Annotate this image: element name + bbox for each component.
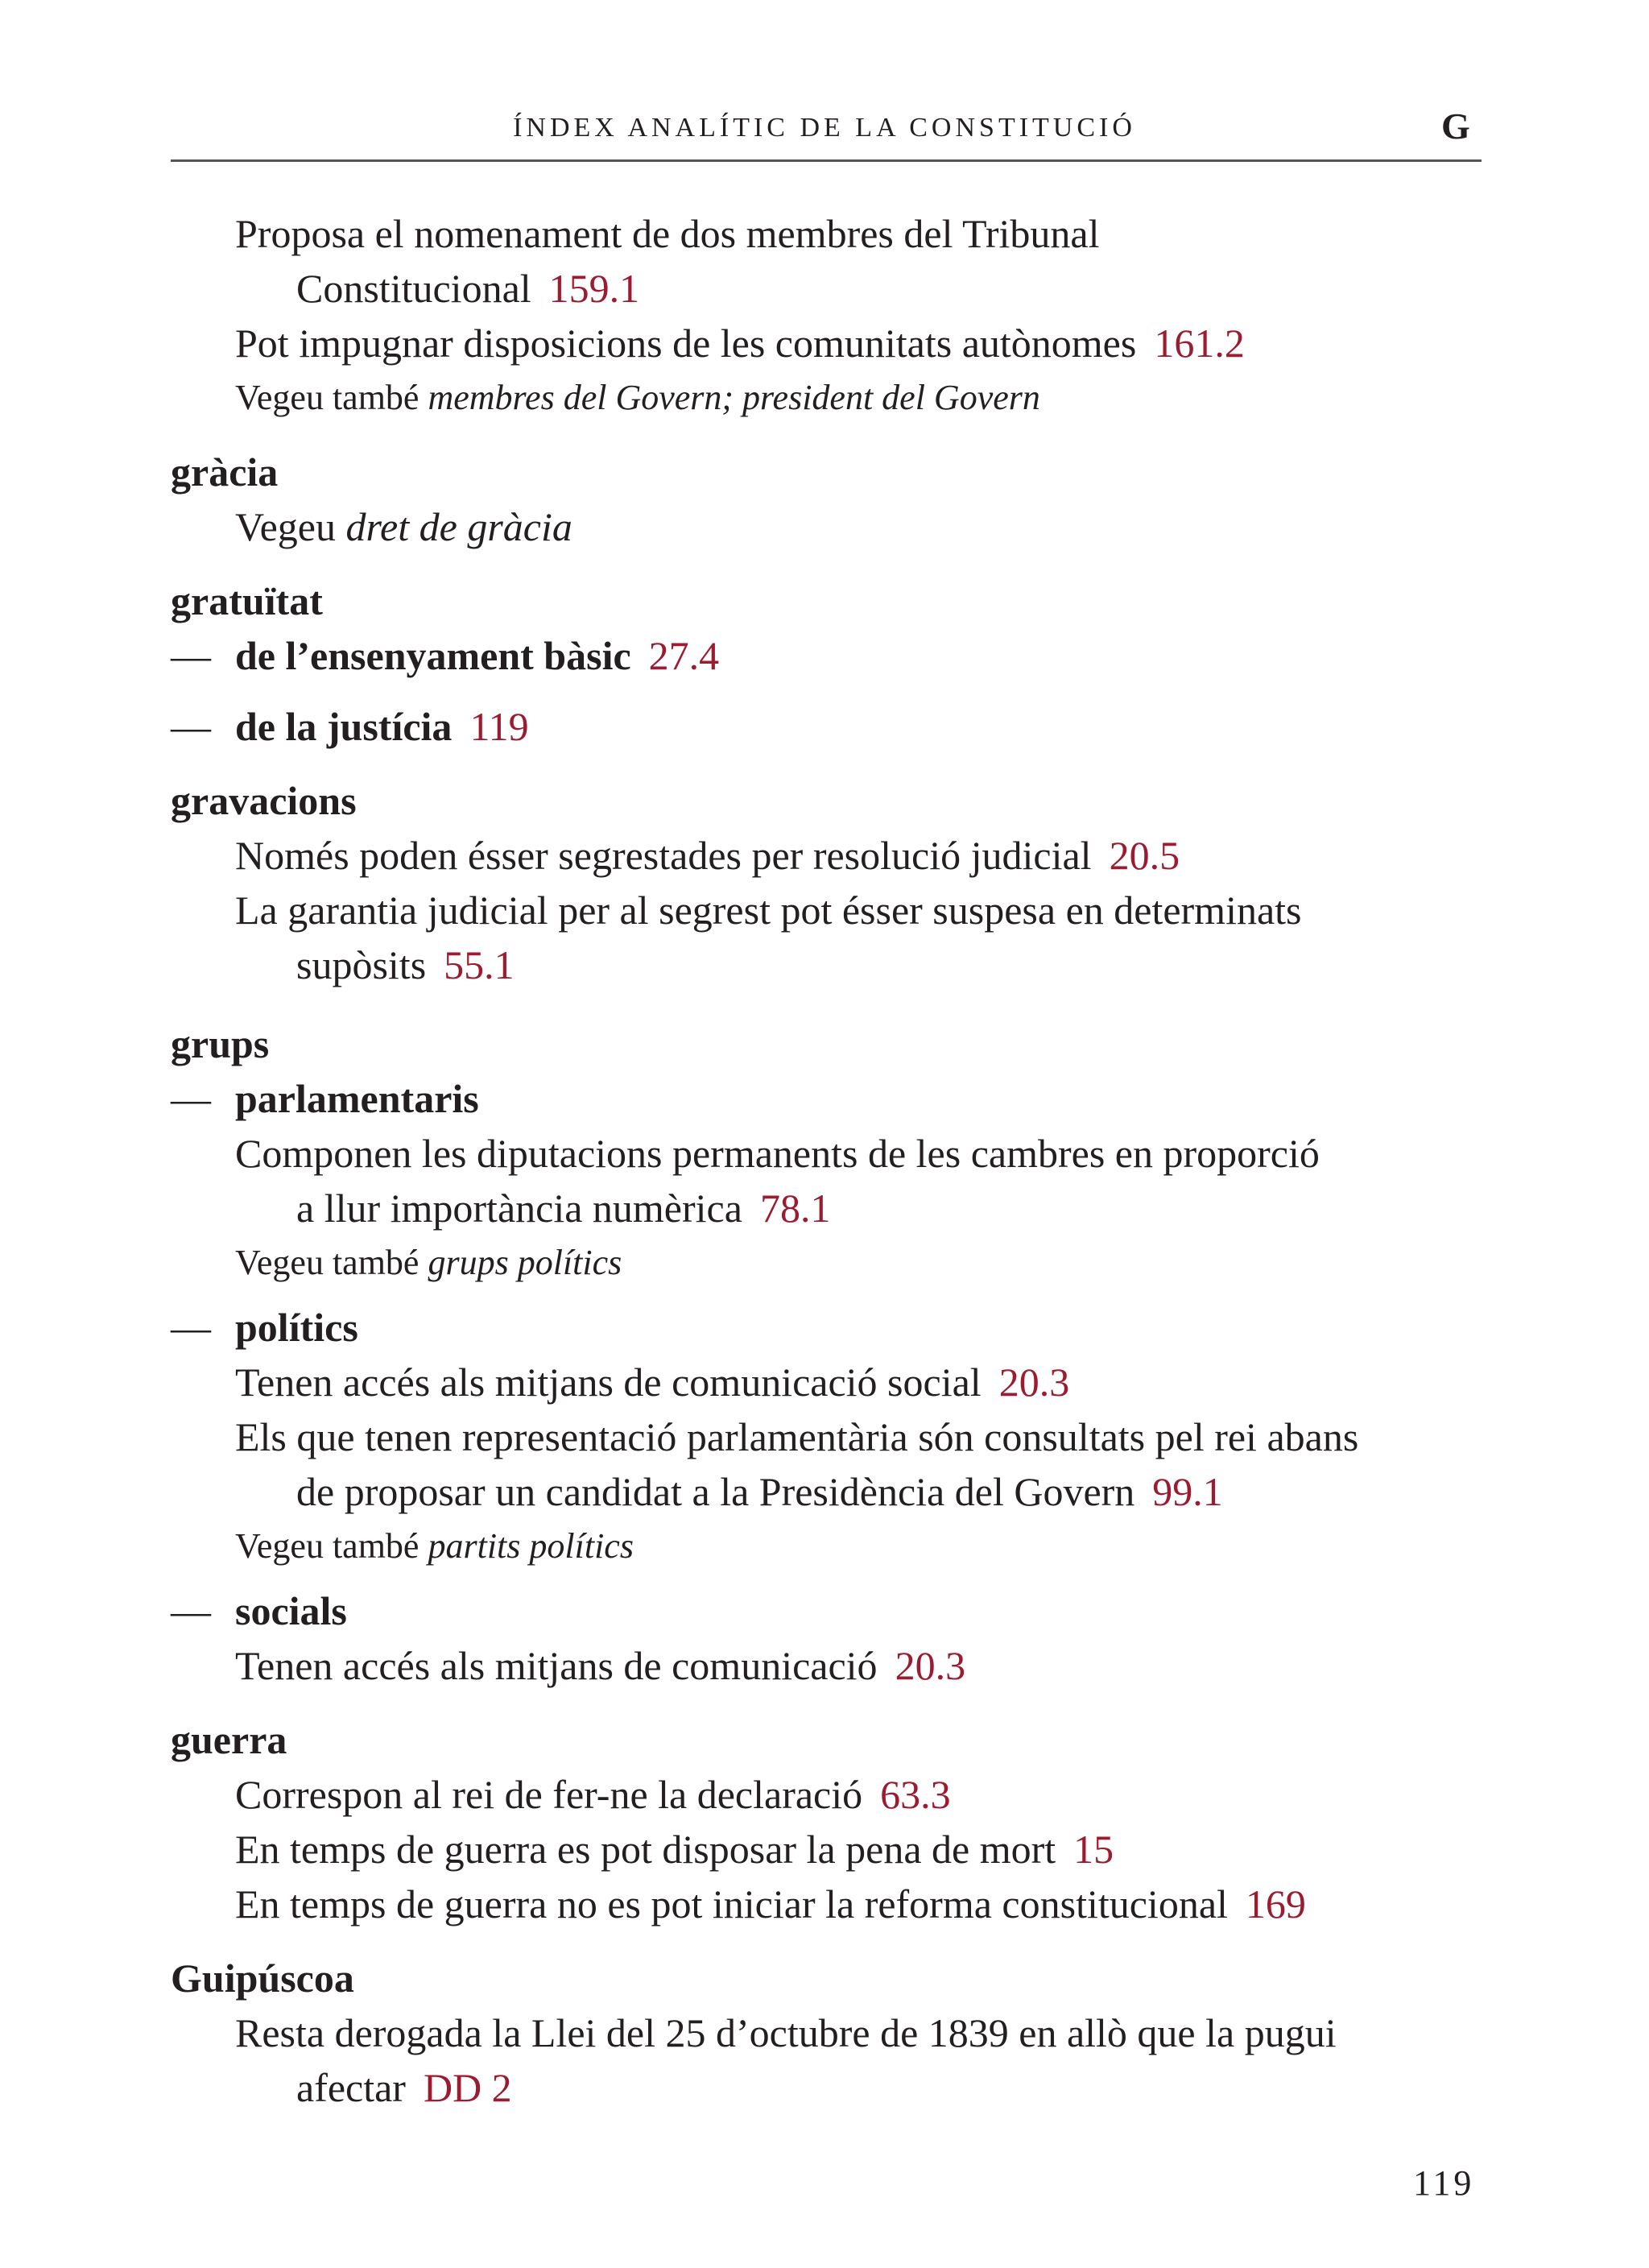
index-content <box>171 206 1482 2115</box>
index-heading: gràcia <box>171 449 279 495</box>
article-ref: 99.1 <box>1152 1469 1223 1514</box>
line-text: Correspon al rei de fer-ne la declaració <box>235 1772 863 1817</box>
article-ref: 169 <box>1245 1881 1306 1927</box>
em-dash: — <box>171 633 211 678</box>
line-text: Els que tenen representació parlamentària són consultats pel rei abans <box>235 1414 1359 1459</box>
index-subheading <box>171 699 1482 754</box>
line-text: En temps de guerra no es pot iniciar la reforma constitucional <box>235 1881 1228 1927</box>
article-ref: 161.2 <box>1154 321 1245 366</box>
subheading-text: polítics <box>235 1305 358 1350</box>
subheading-text: de l’ensenyament bàsic <box>235 633 631 678</box>
index-heading: Guipúscoa <box>171 1956 354 2001</box>
line-text: Resta derogada la Llei del 25 d’octubre de 1839 en allò que la pugui <box>235 2010 1337 2055</box>
see-target: dret de gràcia <box>345 504 572 549</box>
index-line <box>171 1355 1482 1409</box>
header-divider <box>171 159 1482 162</box>
line-text: En temps de guerra es pot disposar la pena de mort <box>235 1827 1056 1872</box>
index-heading: gratuïtat <box>171 578 323 623</box>
index-line <box>171 499 1482 554</box>
index-line <box>171 261 1482 316</box>
em-dash: — <box>171 704 211 749</box>
line-text: afectar <box>296 2065 406 2110</box>
see-also-line <box>171 370 1482 425</box>
see-target: membres del Govern; president del Govern <box>428 378 1040 417</box>
index-line <box>171 1464 1482 1519</box>
article-ref: 63.3 <box>880 1772 951 1817</box>
line-text: Tenen accés als mitjans de comunicació <box>235 1643 878 1688</box>
index-line <box>171 1638 1482 1693</box>
article-ref: 20.3 <box>998 1360 1070 1405</box>
index-line <box>171 2005 1482 2060</box>
subheading-text: de la justícia <box>235 704 453 749</box>
index-subheading <box>171 1300 1482 1355</box>
article-ref: 27.4 <box>648 633 720 678</box>
em-dash: — <box>171 1588 211 1633</box>
line-text: Constitucional <box>296 266 531 311</box>
index-line <box>171 1126 1482 1181</box>
subheading-text: socials <box>235 1588 347 1633</box>
line-text: Pot impugnar disposicions de les comunitats autònomes <box>235 321 1137 366</box>
see-also-line <box>171 1235 1482 1290</box>
line-text: a llur importància numèrica <box>296 1186 742 1231</box>
line-text: de proposar un candidat a la Presidència del Govern <box>296 1469 1135 1514</box>
index-line <box>171 1767 1482 1822</box>
index-subheading <box>171 1071 1482 1126</box>
index-line <box>171 316 1482 370</box>
index-line <box>171 206 1482 261</box>
see-prefix: Vegeu <box>235 504 336 549</box>
index-heading: grups <box>171 1021 270 1066</box>
index-line <box>171 1409 1482 1464</box>
see-prefix: Vegeu també <box>235 1526 419 1566</box>
see-prefix: Vegeu també <box>235 1243 419 1282</box>
see-prefix: Vegeu també <box>235 378 419 417</box>
index-heading: guerra <box>171 1717 287 1762</box>
index-subheading <box>171 1583 1482 1638</box>
line-text: Només poden ésser segrestades per resolució judicial <box>235 833 1092 878</box>
index-line <box>171 883 1482 937</box>
article-ref: DD 2 <box>423 2065 512 2110</box>
article-ref: 55.1 <box>444 942 515 987</box>
article-ref: 20.3 <box>895 1643 966 1688</box>
index-line <box>171 1822 1482 1877</box>
page-number: 119 <box>1413 2163 1475 2203</box>
line-text: Proposa el nomenament de dos membres del Tribunal <box>235 211 1100 256</box>
article-ref: 15 <box>1073 1827 1114 1872</box>
line-text: supòsits <box>296 942 427 987</box>
index-line <box>171 1877 1482 1931</box>
section-letter: G <box>1441 106 1470 147</box>
index-heading: gravacions <box>171 778 357 823</box>
see-target: partits polítics <box>428 1526 634 1566</box>
article-ref: 78.1 <box>759 1186 831 1231</box>
see-target: grups polítics <box>428 1243 622 1282</box>
line-text: La garantia judicial per al segrest pot ésser suspesa en determinats <box>235 888 1302 933</box>
line-text: Componen les diputacions permanents de les cambres en proporció <box>235 1131 1320 1176</box>
em-dash: — <box>171 1076 211 1121</box>
subheading-text: parlamentaris <box>235 1076 479 1121</box>
see-also-line <box>171 1519 1482 1574</box>
article-ref: 159.1 <box>548 266 640 311</box>
article-ref: 20.5 <box>1109 833 1180 878</box>
index-subheading <box>171 628 1482 683</box>
article-ref: 119 <box>469 704 529 749</box>
index-line <box>171 828 1482 883</box>
line-text: Tenen accés als mitjans de comunicació social <box>235 1360 982 1405</box>
em-dash: — <box>171 1305 211 1350</box>
index-line <box>171 1181 1482 1235</box>
running-header-title: ÍNDEX ANALÍTIC DE LA CONSTITUCIÓ <box>513 113 1136 143</box>
index-line <box>171 937 1482 992</box>
index-line <box>171 2060 1482 2115</box>
